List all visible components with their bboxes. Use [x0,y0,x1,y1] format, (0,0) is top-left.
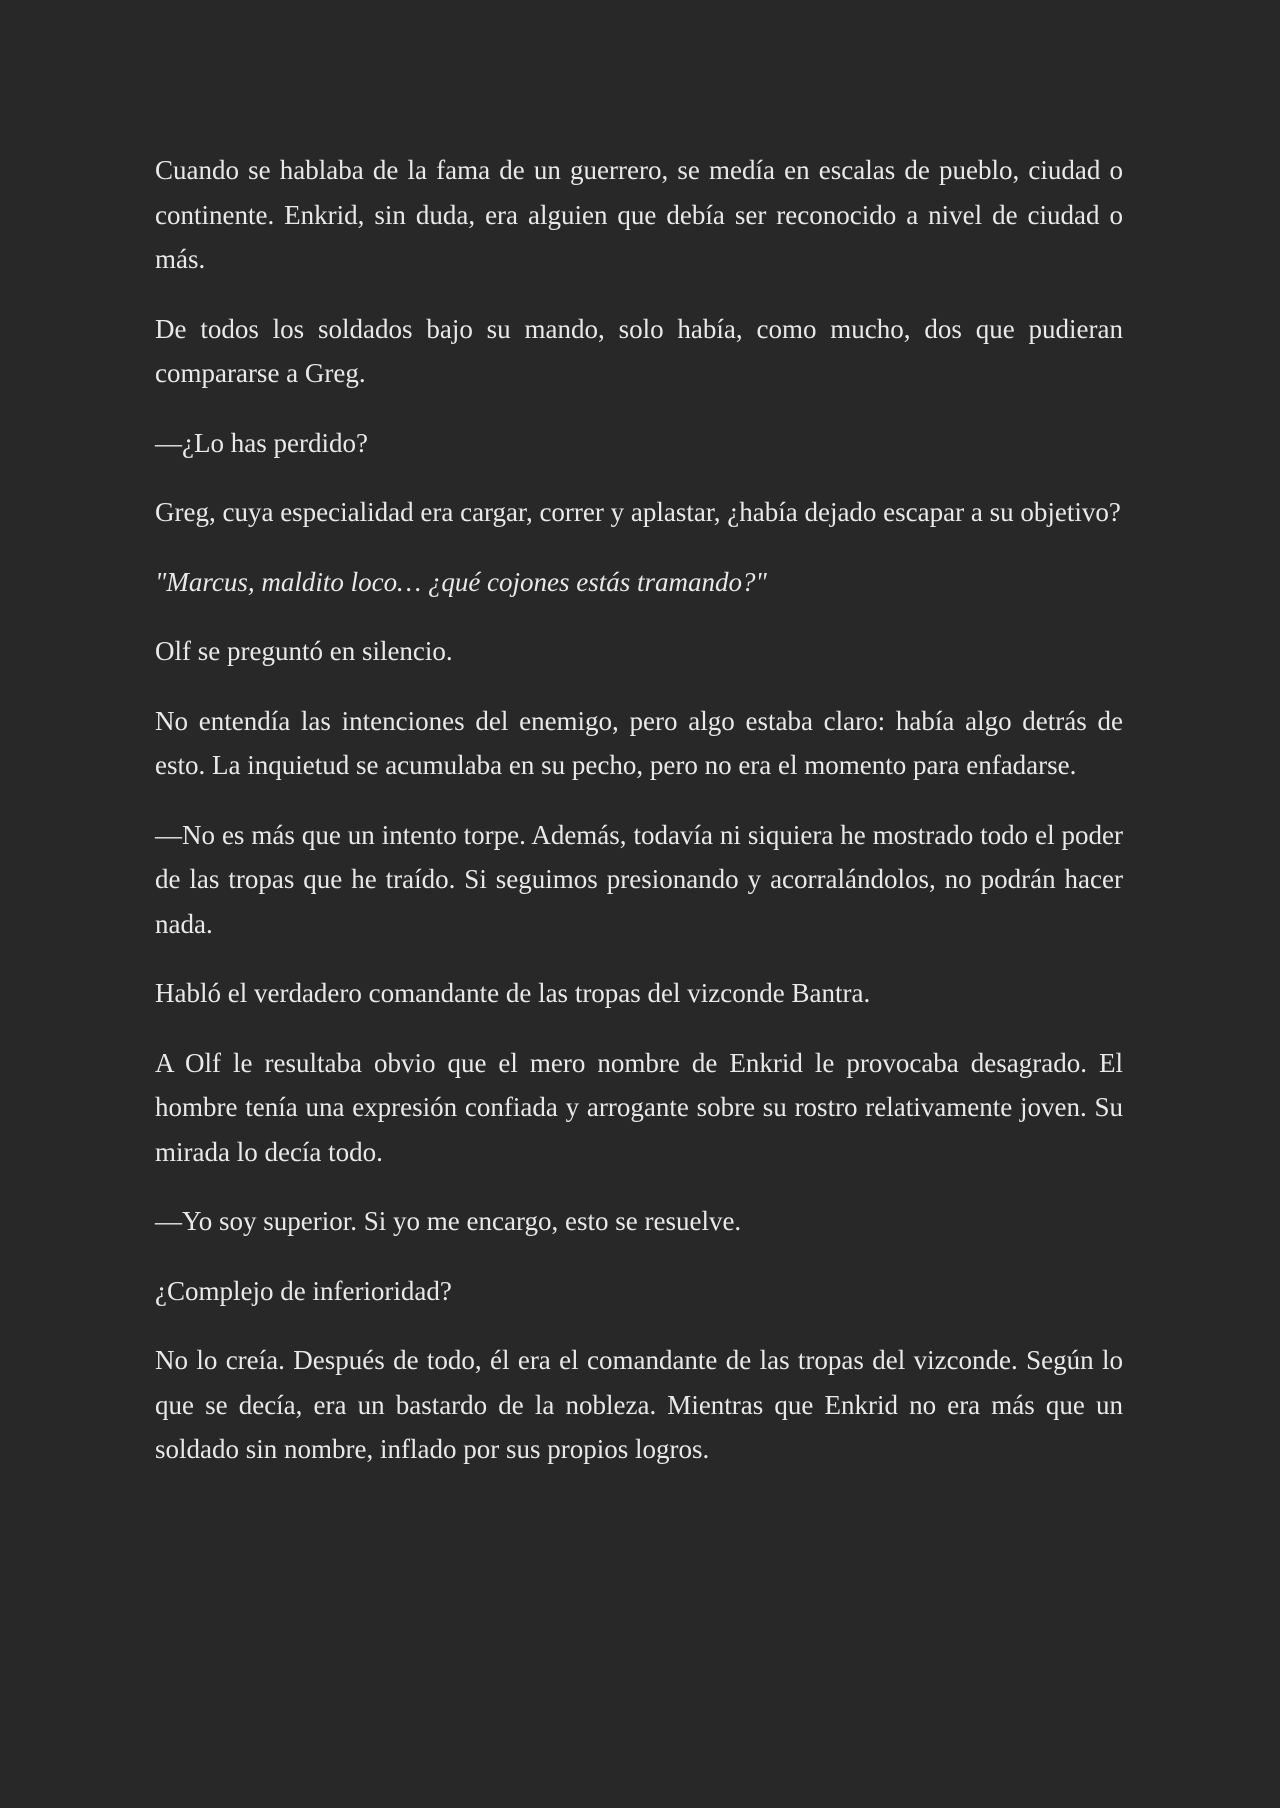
paragraph: A Olf le resultaba obvio que el mero nombre de Enkrid le provocaba desagrado. El hombre tenía una expresión confiada y arrogante sobre su rostro relativamente joven. Su mirada lo decía todo. [155,1047,1123,1167]
dialogue-line: —¿Lo has perdido? [155,427,368,458]
paragraph: Habló el verdadero comandante de las tropas del vizconde Bantra. [155,978,871,1008]
inner-thought: "Marcus, maldito loco… ¿qué cojones estás tramando?" [155,566,767,597]
paragraph: Cuando se hablaba de la fama de un guerrero, se medía en escalas de pueblo, ciudad o continente. Enkrid, sin duda, era alguien que debía ser reconocido a nivel de ciudad o más. [155,155,1123,274]
dialogue-line: —Yo soy superior. Si yo me encargo, esto se resuelve. [155,1206,742,1236]
paragraph: Greg, cuya especialidad era cargar, correr y aplastar, ¿había dejado escapar a su objetivo? [155,497,1121,527]
paragraph: ¿Complejo de inferioridad? [155,1275,452,1306]
paragraph: De todos los soldados bajo su mando, solo había, como mucho, dos que pudieran compararse a Greg. [155,313,1123,388]
dialogue-line: —No es más que un intento torpe. Además, todavía ni siquiera he mostrado todo el poder de las tropas que he traído. Si seguimos presionando y acorralándolos, no podrán hacer nada. [155,819,1123,939]
paragraph: No entendía las intenciones del enemigo, pero algo estaba claro: había algo detrás de esto. La inquietud se acumulaba en su pecho, pero no era el momento para enfadarse. [155,705,1123,780]
paragraph: No lo creía. Después de todo, él era el comandante de las tropas del vizconde. Según lo que se decía, era un bastardo de la nobleza. Mientras que Enkrid no era más que un soldado sin nombre, inflado por sus propios logros. [155,1345,1123,1464]
paragraph: Olf se preguntó en silencio. [155,636,453,666]
reader-page [155,148,1123,1497]
